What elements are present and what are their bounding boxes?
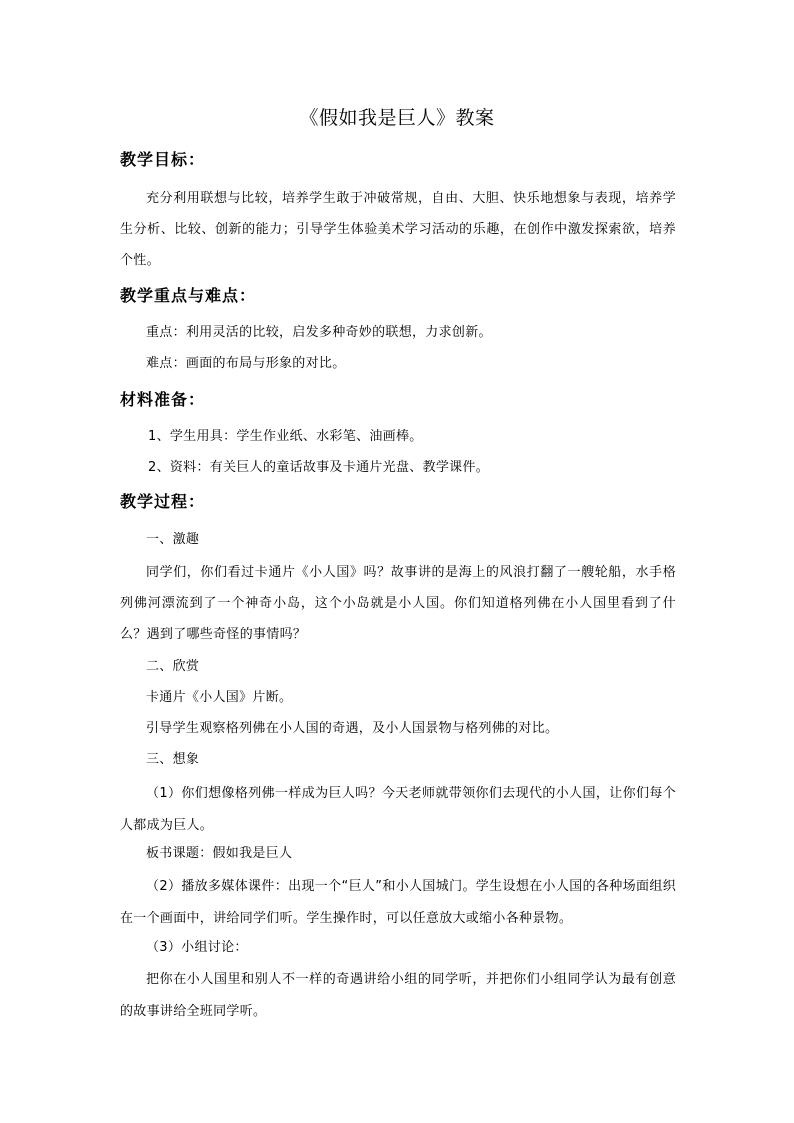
heading-key-points: 教学重点与难点： xyxy=(120,286,257,305)
materials-item-1: 1、学生用具：学生作业纸、水彩笔、油画棒。 xyxy=(148,429,423,444)
step2-line-1: 卡通片《小人国》片断。 xyxy=(146,690,293,705)
step3-item-3-title: （3）小组讨论： xyxy=(146,940,248,955)
key-focus-text: 重点：利用灵活的比较，启发多种奇妙的联想，力求创新。 xyxy=(146,325,492,340)
step3-item-3-text: 把你在小人国里和别人不一样的奇遇讲给小组的同学听，并把你们小组同学认为最有创意的故事讲给全班同学听。 xyxy=(120,972,676,1019)
heading-materials: 材料准备： xyxy=(120,390,206,409)
step3-item-2: （2）播放多媒体课件：出现一个“巨人”和小人国城门。学生设想在小人国的各种场面组织在一个画面中，讲给同学们听。学生操作时，可以任意放大或缩小各种景物。 xyxy=(120,879,676,926)
materials-item-2: 2、资料：有关巨人的童话故事及卡通片光盘、教学课件。 xyxy=(148,460,490,475)
heading-teaching-process: 教学过程： xyxy=(120,492,206,511)
step3-item-1: （1）你们想像格列佛一样成为巨人吗？今天老师就带领你们去现代的小人国，让你们每个人都成为巨人。 xyxy=(120,786,676,833)
goals-paragraph: 充分利用联想与比较，培养学生敢于冲破常规，自由、大胆、快乐地想象与表现，培养学生分析、比较、创新的能力；引导学生体验美术学习活动的乐趣，在创作中激发探索欲，培养个性。 xyxy=(120,191,676,268)
step1-paragraph: 同学们，你们看过卡通片《小人国》吗？故事讲的是海上的风浪打翻了一艘轮船，水手格列佛河漂流到了一个神奇小岛，这个小岛就是小人国。你们知道格列佛在小人国里看到了什么？遇到了哪些奇怪的事情吗？ xyxy=(120,565,676,642)
step3-board-title: 板书课题：假如我是巨人 xyxy=(146,846,293,861)
step2-line-2: 引导学生观察格列佛在小人国的奇遇，及小人国景物与格列佛的对比。 xyxy=(146,721,559,736)
step2-title: 二、欣赏 xyxy=(146,659,200,674)
heading-teaching-goals: 教学目标： xyxy=(120,150,206,169)
step1-title: 一、激趣 xyxy=(146,532,200,547)
step3-title: 三、想象 xyxy=(146,752,200,767)
key-difficulty-text: 难点：画面的布局与形象的对比。 xyxy=(146,356,346,371)
document-title: 《假如我是巨人》教案 xyxy=(299,107,495,129)
